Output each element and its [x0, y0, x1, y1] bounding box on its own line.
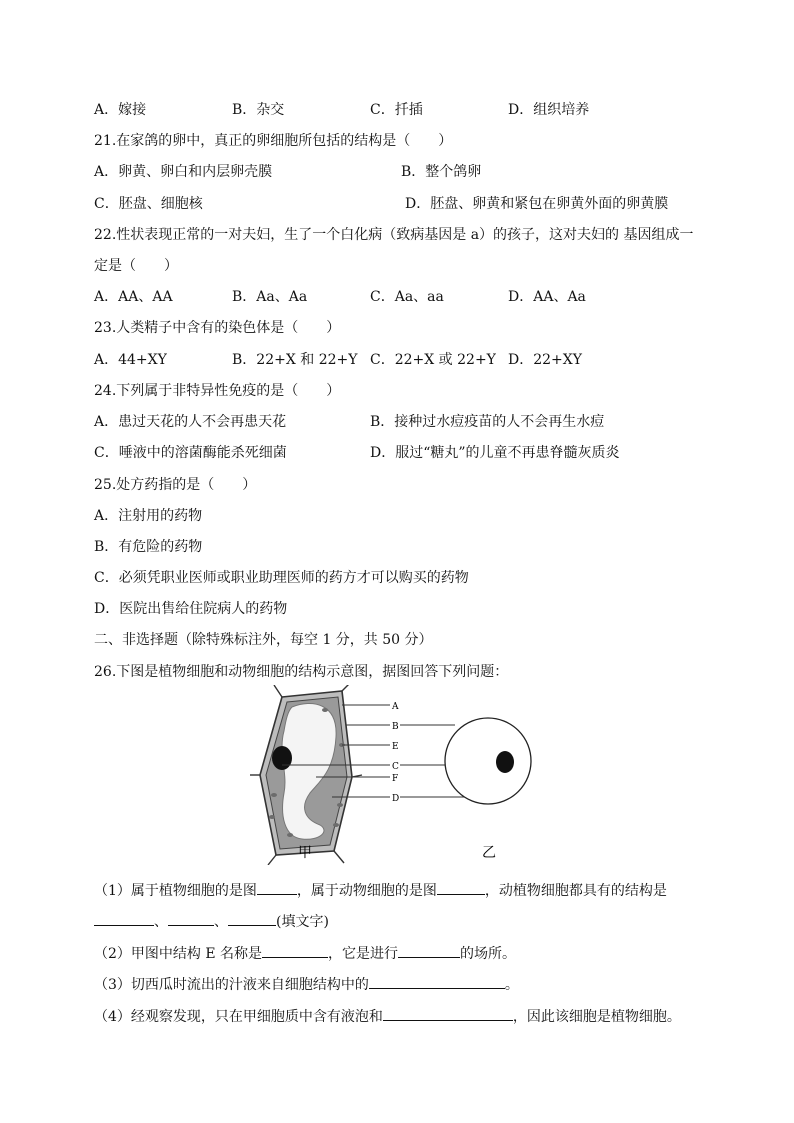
q26-sub1-text-b: ，属于动物细胞的是图 [296, 883, 437, 899]
q26-sub1-text-c: ，动植物细胞都具有的结构是 [484, 883, 667, 899]
section-heading: 二、非选择题（除特殊标注外，每空 1 分，共 50 分） [94, 632, 433, 648]
q26-blank-e-function[interactable] [398, 943, 460, 958]
q25-stem: 25.处方药指的是（ ） [94, 477, 257, 493]
q22-option-c: C．Aa、aa [370, 289, 444, 305]
q26-blank-animal[interactable] [437, 880, 485, 895]
q26-sub1-text-f: (填文字) [276, 914, 329, 930]
q20-option-b: B．杂交 [232, 102, 285, 118]
label-a: A [392, 702, 399, 712]
q26-sub4 [94, 1006, 681, 1027]
q21-option-a: A．卵黄、卵白和内层卵壳膜 [94, 164, 273, 180]
q22-option-a: A．AA、AA [94, 289, 173, 305]
caption-animal: 乙 [482, 845, 496, 861]
q26-sub2-text-b: ，它是进行 [328, 946, 399, 962]
q24-option-a: A．患过天花的人不会再患天花 [94, 414, 287, 430]
q21-option-b: B．整个鸽卵 [401, 164, 482, 180]
q26-sub3-text-b: 。 [504, 977, 519, 993]
label-b: B [392, 722, 399, 732]
q22-stem-line1: 22.性状表现正常的一对夫妇，生了一个白化病（致病基因是 a）的孩子，这对夫妇的 基因组成一 [94, 227, 694, 243]
q26-sub4-text-b: ，因此该细胞是植物细胞。 [512, 1009, 681, 1025]
q26-blank-common-2[interactable] [168, 911, 214, 926]
animal-nucleus [496, 751, 514, 773]
q26-sub1-line2 [94, 911, 329, 932]
q26-sub3-text-a: （3）切西瓜时流出的汁液来自细胞结构中的 [94, 977, 369, 993]
q25-option-c: C．必须凭职业医师或职业助理医师的药方才可以购买的药物 [94, 570, 469, 586]
q24-option-c: C．唾液中的溶菌酶能杀死细菌 [94, 445, 287, 461]
q22-option-b: B．Aa、Aa [232, 289, 308, 305]
q26-sub1-text-d: 、 [154, 914, 168, 930]
q26-blank-e-name[interactable] [262, 943, 328, 958]
q24-stem: 24.下列属于非特异性免疫的是（ ） [94, 383, 341, 399]
q21-option-d: D．胚盘、卵黄和紧包在卵黄外面的卵黄膜 [405, 196, 669, 212]
q25-option-a: A．注射用的药物 [94, 508, 203, 524]
q26-sub2-text-a: （2）甲图中结构 E 名称是 [94, 946, 263, 962]
q21-stem: 21.在家鸽的卵中，真正的卵细胞所包括的结构是（ ） [94, 133, 453, 149]
q25-option-b: B．有危险的药物 [94, 539, 203, 555]
q22-stem-line2: 定是（ ） [94, 258, 178, 274]
cell-diagram [250, 685, 540, 865]
q23-option-b: B．22+X 和 22+Y [232, 352, 358, 368]
q23-option-d: D．22+XY [508, 352, 582, 368]
animal-cell-membrane [445, 718, 531, 804]
q26-stem: 26.下图是植物细胞和动物细胞的结构示意图，据图回答下列问题： [94, 664, 509, 680]
plant-nucleus [272, 746, 292, 770]
q26-blank-plant[interactable] [257, 880, 297, 895]
q20-option-d: D．组织培养 [508, 102, 590, 118]
q23-option-a: A．44+XY [94, 352, 167, 368]
label-c: C [392, 762, 399, 772]
q26-blank-common-3[interactable] [228, 911, 276, 926]
label-e: E [392, 742, 399, 752]
q26-blank-common-1[interactable] [94, 911, 154, 926]
q26-sub2 [94, 943, 516, 964]
q26-sub4-text-a: （4）经观察发现，只在甲细胞质中含有液泡和 [94, 1009, 383, 1025]
q26-blank-juice[interactable] [369, 974, 505, 989]
q26-sub2-text-c: 的场所。 [460, 946, 517, 962]
q24-option-b: B．接种过水痘疫苗的人不会再生水痘 [370, 414, 605, 430]
q26-sub3 [94, 974, 519, 995]
q23-stem: 23.人类精子中含有的染色体是（ ） [94, 320, 341, 336]
q26-sub1-text-e: 、 [214, 914, 228, 930]
q20-option-c: C．扦插 [370, 102, 423, 118]
label-d: D [392, 794, 400, 804]
caption-plant: 甲 [298, 845, 312, 861]
label-f: F [392, 774, 399, 784]
q25-option-d: D．医院出售给住院病人的药物 [94, 601, 288, 617]
q26-blank-plant-only[interactable] [383, 1006, 513, 1021]
q20-option-a: A．嫁接 [94, 102, 147, 118]
q24-option-d: D．服过“糖丸”的儿童不再患脊髓灰质炎 [370, 445, 620, 461]
q26-sub1-line1 [94, 880, 667, 901]
q23-option-c: C．22+X 或 22+Y [370, 352, 496, 368]
q21-option-c: C．胚盘、细胞核 [94, 196, 203, 212]
q22-option-d: D．AA、Aa [508, 289, 586, 305]
q26-sub1-text-a: （1）属于植物细胞的是图 [94, 883, 257, 899]
